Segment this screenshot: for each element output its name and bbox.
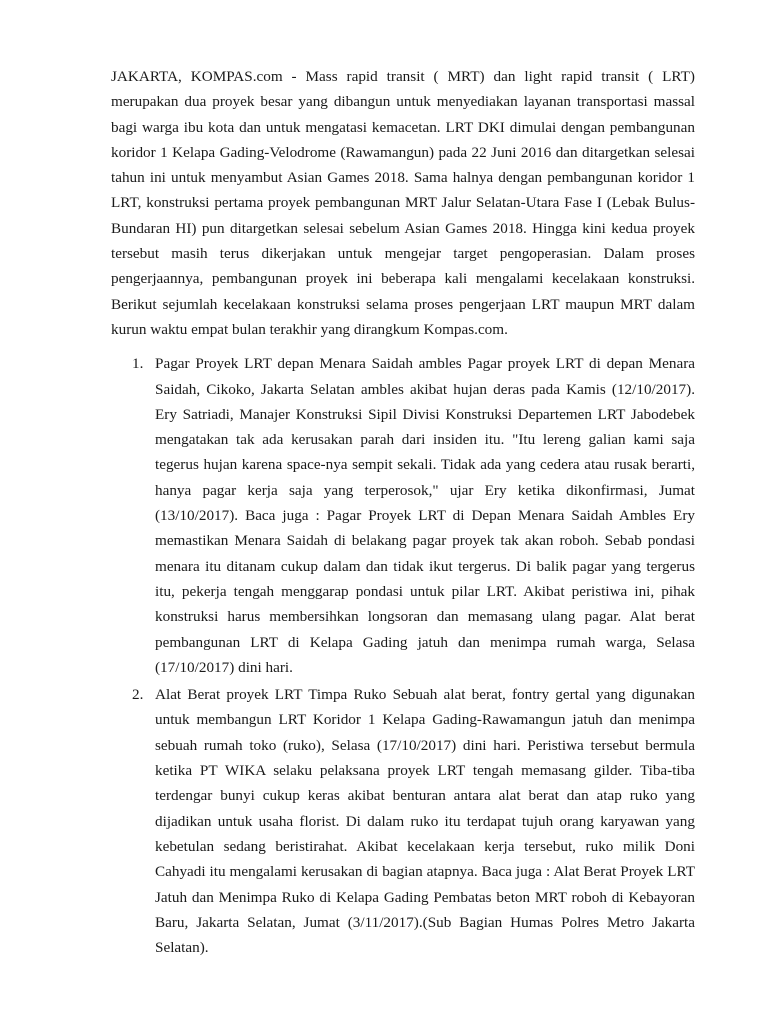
list-item-text: Pagar Proyek LRT depan Menara Saidah ambles Pagar proyek LRT di depan Menara Saidah, Cikoko, Jakarta Selatan ambles akibat hujan deras pada Kamis (12/10/2017). Ery Satriadi, Manajer Konstruksi Sipil Divisi Konstruksi Departemen LRT Jabodebek mengatakan tak ada kerusakan parah dari insiden itu. "Itu lereng galian kami saja tegerus hujan karena space-nya sempit sekali. Tidak ada yang cedera atau rusak berarti, hanya pagar kerja saja yang terperosok," ujar Ery ketika dikonfirmasi, Jumat (13/10/2017). Baca juga : Pagar Proyek LRT di Depan Menara Saidah Ambles Ery memastikan Menara Saidah di belakang pagar proyek tak akan roboh. Sebab pondasi menara itu ditanam cukup dalam dan tidak ikut tergerus. Di balik pagar yang tergerus itu, pekerja tengah menggarap pondasi untuk pilar LRT. Akibat peristiwa ini, pihak konstruksi harus membersihkan longsoran dan memasang ulang pagar. Alat berat pembangunan LRT di Kelapa Gading jatuh dan menimpa rumah warga, Selasa (17/10/2017) dini hari. — [155, 355, 695, 676]
document-page — [111, 64, 695, 962]
list-item-text: Alat Berat proyek LRT Timpa Ruko Sebuah alat berat, fontry gertal yang digunakan untuk membangun LRT Koridor 1 Kelapa Gading-Rawamangun jatuh dan menimpa sebuah rumah toko (ruko), Selasa (17/10/2017) dini hari. Peristiwa tersebut bermula ketika PT WIKA selaku pelaksana proyek LRT tengah memasang gilder. Tiba-tiba terdengar bunyi cukup keras akibat benturan antara alat berat dan atap ruko yang dijadikan untuk usaha florist. Di dalam ruko itu terdapat tujuh orang karyawan yang kebetulan sedang beristirahat. Akibat kecelakaan kerja tersebut, ruko milik Doni Cahyadi itu mengalami kerusakan di bagian atapnya. Baca juga : Alat Berat Proyek LRT Jatuh dan Menimpa Ruko di Kelapa Gading Pembatas beton MRT roboh di Kebayoran Baru, Jakarta Selatan, Jumat (3/11/2017).(Sub Bagian Humas Polres Metro Jakarta Selatan). — [155, 686, 695, 957]
list-item-number: 1. — [132, 355, 144, 373]
list-item-number: 2. — [132, 686, 144, 704]
list-item — [111, 682, 695, 960]
incident-list — [111, 351, 695, 960]
intro-paragraph: JAKARTA, KOMPAS.com - Mass rapid transit ( MRT) dan light rapid transit ( LRT) merupakan dua proyek besar yang dibangun untuk menyediakan layanan transportasi massal bagi warga ibu kota dan untuk mengatasi kemacetan. LRT DKI dimulai dengan pembangunan koridor 1 Kelapa Gading-Velodrome (Rawamangun) pada 22 Juni 2016 dan ditargetkan selesai tahun ini untuk menyambut Asian Games 2018. Sama halnya dengan pembangunan koridor 1 LRT, konstruksi pertama proyek pembangunan MRT Jalur Selatan-Utara Fase I (Lebak Bulus-Bundaran HI) pun ditargetkan selesai sebelum Asian Games 2018. Hingga kini kedua proyek tersebut masih terus dikerjakan untuk mengejar target pengoperasian. Dalam proses pengerjaannya, pembangunan proyek ini beberapa kali mengalami kecelakaan konstruksi. Berikut sejumlah kecelakaan konstruksi selama proses pengerjaan LRT maupun MRT dalam kurun waktu empat bulan terakhir yang dirangkum Kompas.com. — [111, 68, 695, 338]
list-item — [111, 351, 695, 680]
